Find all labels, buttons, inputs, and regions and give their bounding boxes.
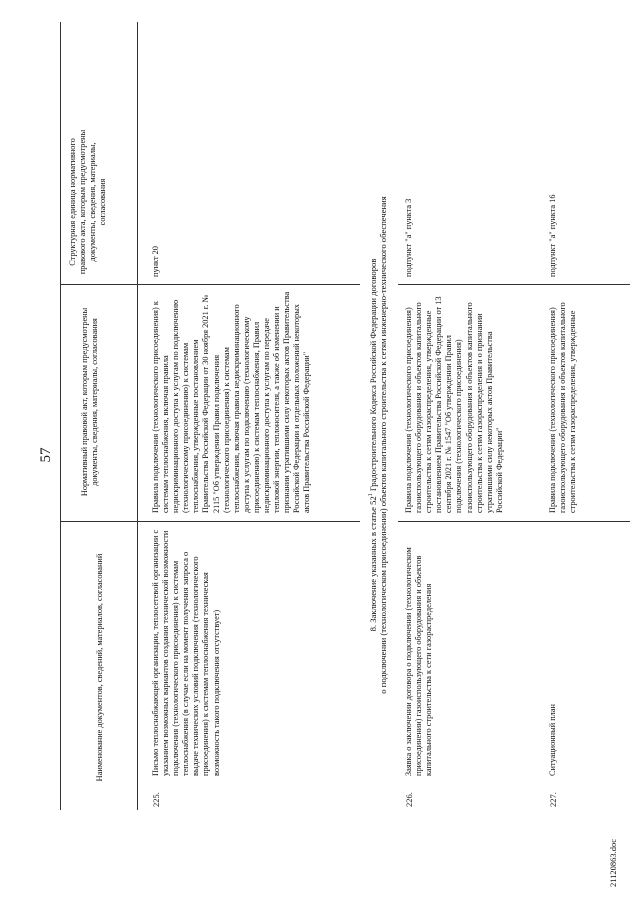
- header-legal-act: Нормативный правовой акт, которым предусмотрены документы, сведения, материалы, согласования: [80, 307, 100, 497]
- section-title-main: 8. Заключение указанных в статье 52: [367, 496, 378, 632]
- row-structural-unit: пункт 20: [151, 246, 160, 277]
- page-number: 57: [38, 447, 54, 463]
- row-number: 226.: [404, 792, 414, 807]
- section-subtitle: о подключении (технологическом присоединении) объектов капитального строительства к сетям инженерно-технического обеспечения: [378, 196, 388, 694]
- column-divider-2-lower: [398, 284, 630, 285]
- row-legal-act: Правила подключения (технологического присоединения) газоиспользующего оборудования и объектов капитального строительства к сетям газораспределения, утвержденные постановлением Правительства Российской Федерации от 13 сентября 2021 г. № 1547 "Об утверждении Правил подключения (технологического присоединения) газоиспользующего оборудования и объектов капитального строительства к сетям газораспределения и о признании утратившими силу некоторых актов Правительства Российской Федерации": [404, 296, 504, 513]
- row-legal-act: Правила подключения (технологического присоединения) газоиспользующего оборудования и объектов капитального строительства к сетям газораспределения, утвержденные: [548, 302, 578, 513]
- column-divider-2: [60, 284, 360, 285]
- column-divider-1: [60, 521, 360, 522]
- row-legal-act: Правила подключения (технологического присоединения) к системам теплоснабжения, включая правила недискриминационного доступа к услугам по подключению (технологическому присоединению) к системам теплоснабжения, утвержденные постановлением Правительства Российской Федерации от 30 ноября 2021 г. № 2115 "Об утверждении Правил подключения (технологического присоединения) к системам теплоснабжения, включая правила недискриминационного доступа к услугам по подключению (технологическому присоединению) к системам теплоснабжения, Правил недискриминационного доступа к услугам по передаче тепловой энергии, теплоносителя, а также об изменении и признании утратившими силу некоторых актов Правительства Российской Федерации и отдельных положений некоторых актов Правительства Российской Федерации": [151, 291, 312, 513]
- header-documents: Наименование документов, сведений, материалов, согласований: [95, 553, 104, 782]
- row-structural-unit: подпункт "а" пункта 3: [404, 198, 413, 277]
- section-title-rest: Градостроительного Кодекса Российской Федерации договоров: [367, 258, 378, 494]
- header-structural-unit: Структурная единица нормативного правового акта, которым предусмотрены документы, сведения, материалы, согласования: [68, 129, 108, 275]
- section-heading: [366, 115, 379, 775]
- section-title-sup: 1: [368, 493, 374, 497]
- row-number: 225.: [151, 792, 161, 807]
- table-header-border: [137, 22, 138, 810]
- row-document-name: Ситуационный план: [548, 704, 557, 776]
- row-structural-unit: подпункт "а" пункта 16: [548, 194, 557, 277]
- document-code: 21120863.doc: [608, 838, 618, 887]
- column-divider-1-lower: [398, 521, 630, 522]
- row-document-name: Письмо теплоснабжающей организации, теплосетевой организации с указанием возможных вариантов создания технической возможности подключения (технологического присоединения) к системам теплоснабжения (в случае если на момент получения запроса о выдаче технических условий подключения (технологического присоединения) к системам теплоснабжения техническая возможность такого подключения отсутствует): [151, 529, 221, 776]
- row-document-name: Заявка о заключении договора о подключении (технологическом присоединении) газоиспользующего оборудования и объектов капитального строительства к сети газораспределения: [404, 547, 434, 776]
- table-top-border: [60, 22, 61, 810]
- row-number: 227.: [548, 792, 558, 807]
